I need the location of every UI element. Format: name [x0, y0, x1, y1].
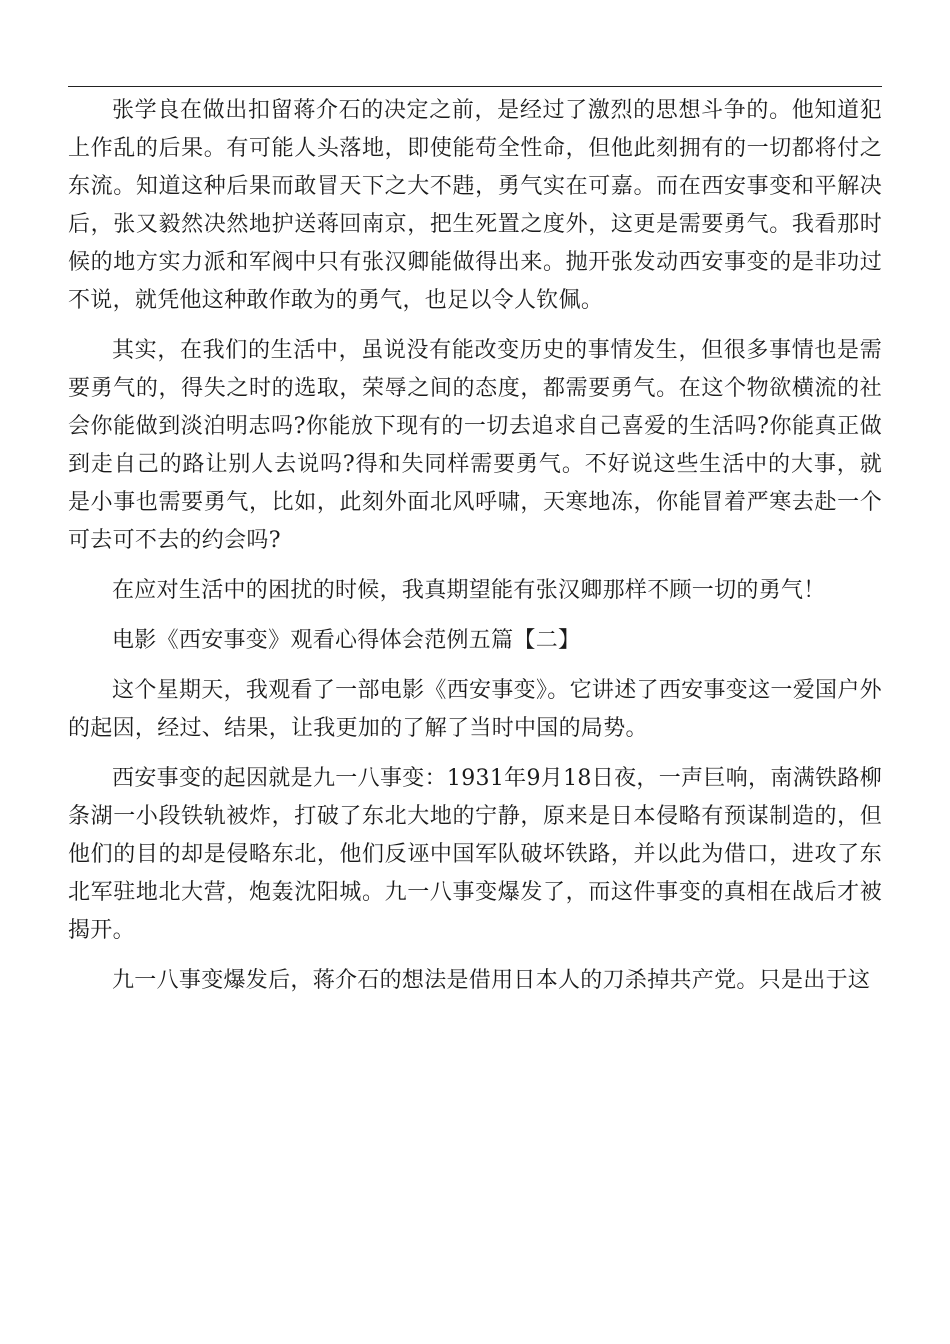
paragraph-after-918: 九一八事变爆发后，蒋介石的想法是借用日本人的刀杀掉共产党。只是出于这 — [112, 968, 871, 993]
paragraph-918-incident: 西安事变的起因就是九一八事变：1931年9月18日夜，一声巨响，南满铁路柳条湖一小段铁轨被炸，打破了东北大地的宁静，原来是日本侵略有预谋制造的，但他们的目的却是侵略东北，他们反诬中国军队破坏铁路，并以此为借口，进攻了东北军驻地北大营，炮轰沈阳城。九一八事变爆发了，而这件事变的真相在战后才被揭开。 — [68, 766, 882, 943]
document-body — [68, 92, 882, 1012]
paragraph-life-courage: 其实，在我们的生活中，虽说没有能改变历史的事情发生，但很多事情也是需要勇气的，得失之时的选取，荣辱之间的态度，都需要勇气。在这个物欲横流的社会你能做到淡泊明志吗?你能放下现有的一切去追求自己喜爱的生活吗?你能真正做到走自己的路让别人去说吗?得和失同样需要勇气。不好说这些生活中的大事，就是小事也需要勇气，比如，此刻外面北风呼啸，天寒地冻，你能冒着严寒去赴一个可去可不去的约会吗? — [68, 338, 882, 553]
paragraph-hope: 在应对生活中的困扰的时候，我真期望能有张汉卿那样不顾一切的勇气！ — [112, 578, 826, 603]
header-rule — [68, 86, 882, 87]
paragraph-zhang-decision: 张学良在做出扣留蒋介石的决定之前，是经过了激烈的思想斗争的。他知道犯上作乱的后果。有可能人头落地，即使能苟全性命，但他此刻拥有的一切都将付之东流。知道这种后果而敢冒天下之大不韪，勇气实在可嘉。而在西安事变和平解决后，张又毅然决然地护送蒋回南京，把生死置之度外，这更是需要勇气。我看那时候的地方实力派和军阀中只有张汉卿能做得出来。抛开张发动西安事变的是非功过不说，就凭他这种敢作敢为的勇气，也足以令人钦佩。 — [68, 98, 882, 313]
section-heading: 电影《西安事变》观看心得体会范例五篇【二】 — [112, 628, 581, 653]
paragraph-sunday-movie: 这个星期天，我观看了一部电影《西安事变》。它讲述了西安事变这一爱国户外的起因，经过、结果，让我更加的了解了当时中国的局势。 — [68, 678, 882, 741]
